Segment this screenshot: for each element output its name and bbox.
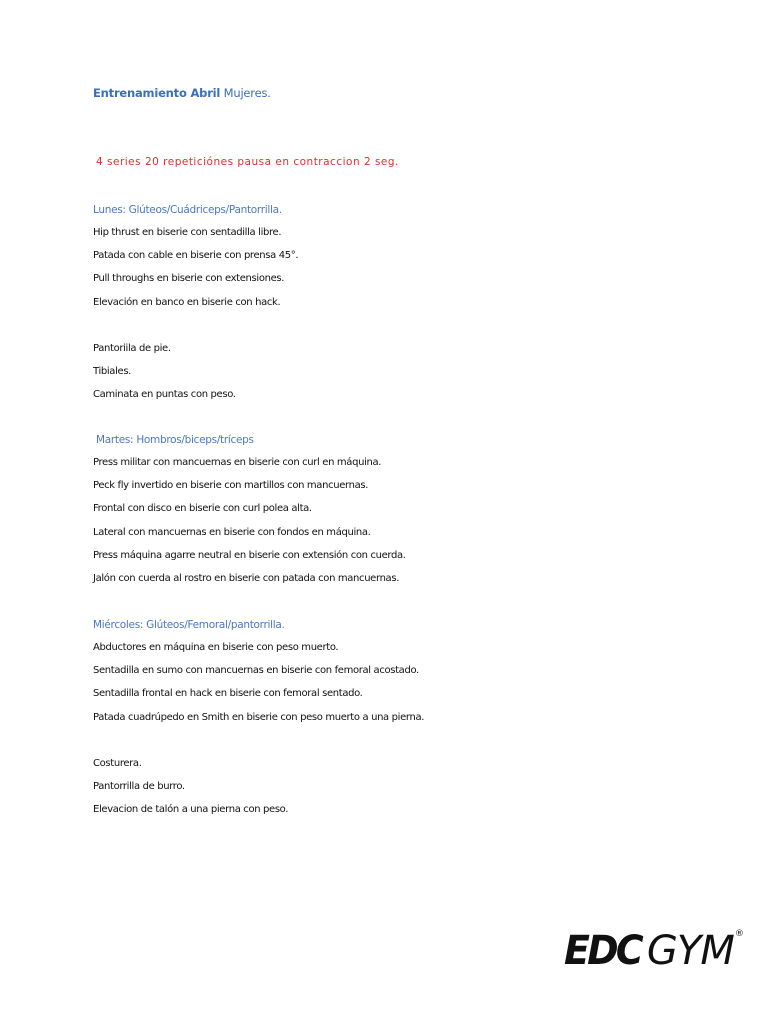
list-item: Tibiales. — [93, 366, 132, 378]
title-bold: Entrenamiento Abril — [93, 86, 221, 100]
list-item: Pull throughs en biserie con extensiones. — [93, 273, 285, 285]
list-item: Press militar con mancuernas en biserie con curl en máquina. — [93, 457, 382, 468]
list-item: Frontal con disco en biserie con curl polea alta. — [93, 503, 312, 515]
spacer — [93, 319, 693, 342]
title-rest: Mujeres. — [220, 86, 271, 100]
list-item: Patada con cable en biserie con prensa 45°. — [93, 250, 299, 262]
list-item: Pantorrilla de burro. — [93, 781, 185, 793]
list-item: Patada cuadrúpedo en Smith en biserie con peso muerto a una pierna. — [93, 711, 425, 723]
list-item: Press máquina agarre neutral en biserie con extensión con cuerda. — [93, 549, 406, 561]
list-item: Hip thrust en biserie con sentadilla libre. — [93, 227, 282, 238]
list-item: Sentadilla frontal en hack en biserie con femoral sentado. — [93, 688, 363, 700]
list-item: Jalón con cuerda al rostro en biserie con patada con mancuernas. — [93, 572, 400, 584]
registered-mark: ® — [734, 929, 744, 939]
section-martes-items — [93, 456, 693, 595]
list-item: Abductores en máquina en biserie con peso muerto. — [93, 642, 339, 653]
logo-edc: EDC — [564, 928, 641, 974]
list-item: Sentadilla en sumo con mancuernas en biserie con femoral acostado. — [93, 665, 419, 677]
section-heading-miercoles: Miércoles: Glúteos/Femoral/pantorrilla. — [93, 619, 285, 631]
spacer — [93, 734, 693, 757]
section-heading-lunes: Lunes: Glúteos/Cuádriceps/Pantorrilla. — [93, 204, 282, 216]
list-item: Lateral con mancuernas en biserie con fondos en máquina. — [93, 526, 371, 538]
edcgym-logo — [564, 925, 744, 974]
document-title — [93, 86, 271, 100]
list-item: Caminata en puntas con peso. — [93, 389, 236, 401]
list-item: Elevacion de talón a una pierna con peso. — [93, 804, 289, 816]
list-item: Costurera. — [93, 757, 142, 769]
document-subtitle: 4 series 20 repeticiónes pausa en contraccion 2 seg. — [96, 156, 399, 168]
section-heading-martes: Martes: Hombros/biceps/tríceps — [96, 434, 254, 446]
list-item: Elevación en banco en biserie con hack. — [93, 296, 281, 308]
logo-gym: GYM — [646, 928, 734, 974]
list-item: Peck fly invertido en biserie con martillos con mancuernas. — [93, 480, 369, 492]
section-lunes — [93, 203, 693, 412]
section-miercoles — [93, 618, 693, 827]
list-item: Pantoriila de pie. — [93, 342, 171, 354]
section-martes — [96, 433, 696, 456]
